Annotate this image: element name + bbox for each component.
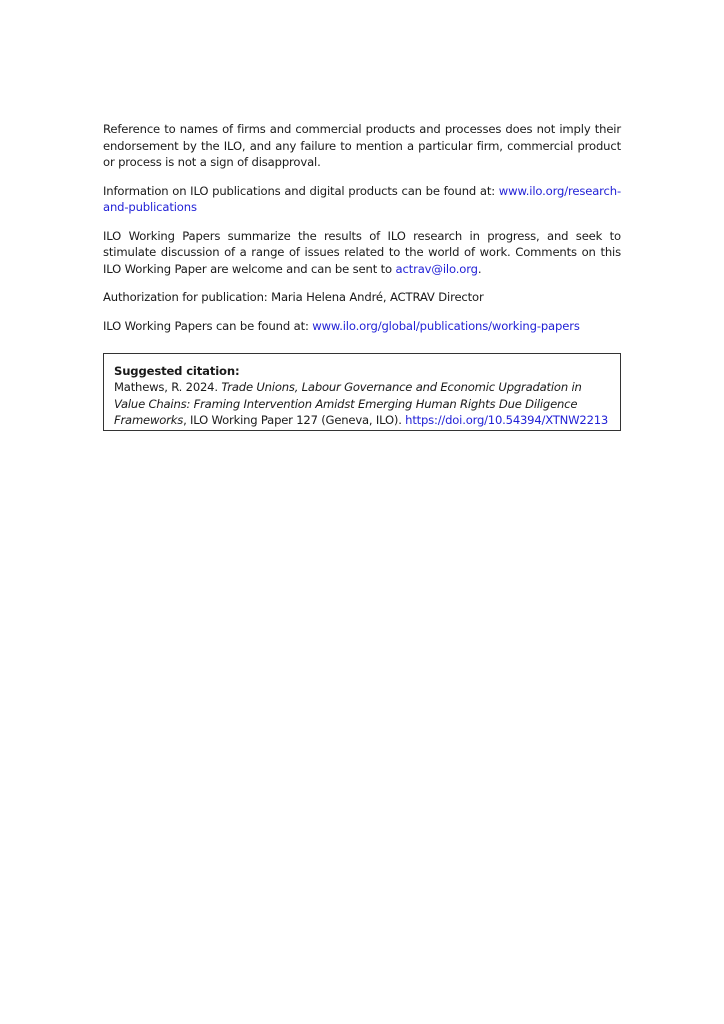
- found-at-paragraph: [103, 318, 621, 335]
- citation-author-year: Mathews, R. 2024.: [114, 380, 222, 394]
- working-papers-link[interactable]: www.ilo.org/global/publications/working-papers: [312, 318, 580, 333]
- citation-series: , ILO Working Paper 127 (Geneva, ILO).: [183, 413, 406, 427]
- citation-title: Trade Unions, Labour Governance and Economic Upgradation in Value Chains: Framing Intervention Amidst Emerging Human Rights Due Diligence Frameworks: [114, 380, 582, 427]
- research-publications-link[interactable]: www.ilo.org/research-and-publications: [103, 183, 621, 214]
- endorsement-paragraph: Reference to names of firms and commercial products and processes does not imply their endorsement by the ILO, and any failure to mention a particular firm, commercial product or process is not a sign of disapproval.: [103, 122, 621, 169]
- found-at-text: ILO Working Papers can be found at:: [103, 318, 313, 333]
- working-papers-paragraph: [103, 228, 621, 278]
- suggested-citation-box: [103, 353, 621, 431]
- citation-text: [114, 379, 610, 429]
- actrav-email-link[interactable]: actrav@ilo.org: [395, 261, 478, 276]
- citation-doi-link[interactable]: https://doi.org/10.54394/XTNW2213: [405, 413, 609, 427]
- authorization-paragraph: Authorization for publication: Maria Helena André, ACTRAV Director: [103, 290, 484, 304]
- citation-heading: Suggested citation:: [114, 364, 240, 378]
- working-papers-end: .: [477, 261, 482, 276]
- page-content: [103, 121, 621, 346]
- publications-info-text: Information on ILO publications and digital products can be found at:: [103, 183, 499, 198]
- publications-info-paragraph: [103, 183, 621, 216]
- working-papers-text: ILO Working Papers summarize the results of ILO research in progress, and seek to stimulate discussion of a range of issues related to the world of work. Comments on this ILO Working Paper are welcome and can be sent to: [103, 228, 621, 276]
